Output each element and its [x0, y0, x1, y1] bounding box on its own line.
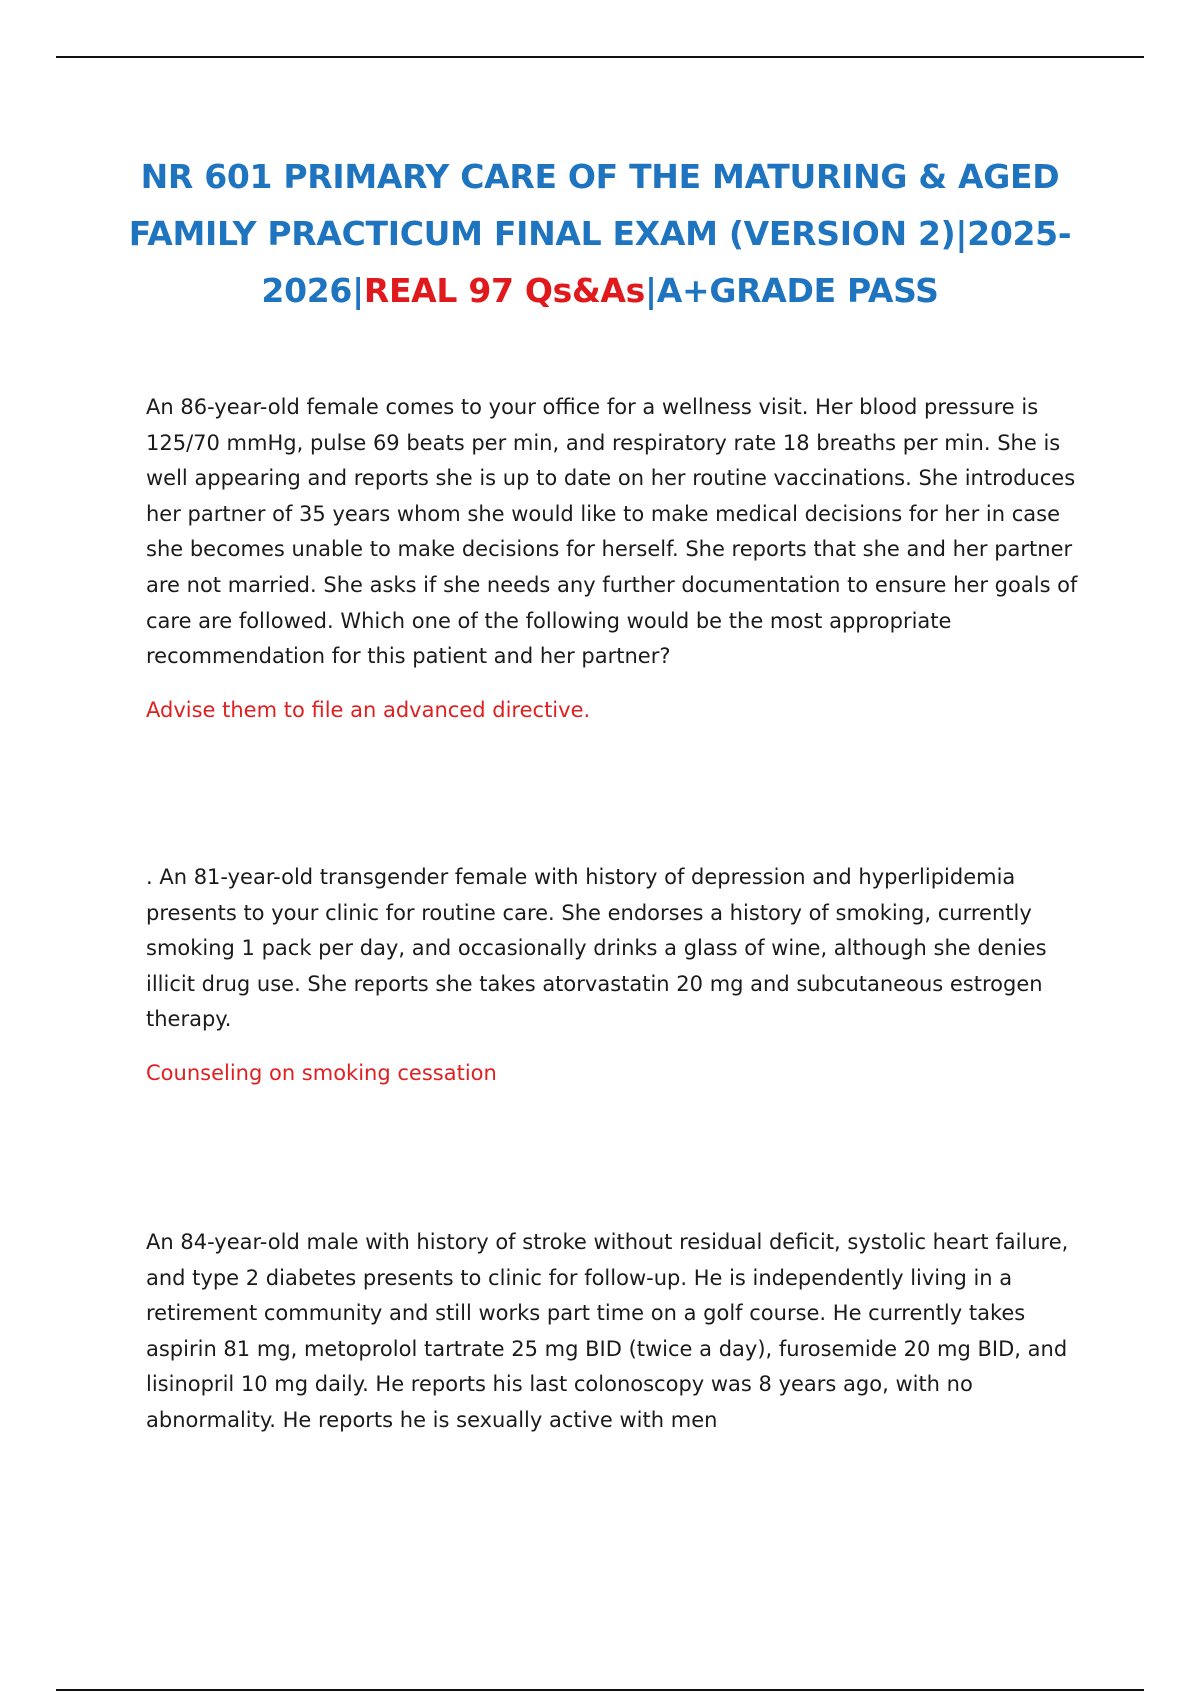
question-text: . An 81-year-old transgender female with history of depression and hyperlipidemia presents to your clinic for routine care. She endorses a history of smoking, currently smoking 1 pack per day, and occasionally drinks a glass of wine, although she denies illicit drug use. She reports she takes atorvastatin 20 mg and subcutaneous estrogen therapy.: [146, 865, 1047, 1032]
top-divider: [56, 56, 1144, 58]
qa-item: [146, 390, 1096, 728]
title-highlight-text: REAL 97 Qs&As: [363, 271, 646, 310]
answer-text: Counseling on smoking cessation: [146, 1060, 497, 1085]
title-suffix-text: |A+GRADE PASS: [645, 271, 939, 310]
question-text: An 86-year-old female comes to your office for a wellness visit. Her blood pressure is 125/70 mmHg, pulse 69 beats per min, and respiratory rate 18 breaths per min. She is well appearing and reports she is up to date on her routine vaccinations. She introduces her partner of 35 years whom she would like to make medical decisions for her in case she becomes unable to make decisions for herself. She reports that she and her partner are not married. She asks if she needs any further documentation to ensure her goals of care are followed. Which one of the following would be the most appropriate recommendation for this patient and her partner?: [146, 395, 1078, 669]
answer-text: Advise them to file an advanced directive.: [146, 697, 591, 722]
document-title: [100, 148, 1100, 319]
bottom-divider: [56, 1689, 1144, 1691]
qa-item: [146, 1225, 1096, 1439]
title-main-text: NR 601 PRIMARY CARE OF THE MATURING & AGED FAMILY PRACTICUM FINAL EXAM (VERSION 2)|2025-2026|: [128, 157, 1072, 310]
question-text: An 84-year-old male with history of stroke without residual deficit, systolic heart failure, and type 2 diabetes presents to clinic for follow-up. He is independently living in a retirement community and still works part time on a golf course. He currently takes aspirin 81 mg, metoprolol tartrate 25 mg BID (twice a day), furosemide 20 mg BID, and lisinopril 10 mg daily. He reports his last colonoscopy was 8 years ago, with no abnormality. He reports he is sexually active with men: [146, 1230, 1069, 1432]
qa-item: [146, 860, 1096, 1091]
